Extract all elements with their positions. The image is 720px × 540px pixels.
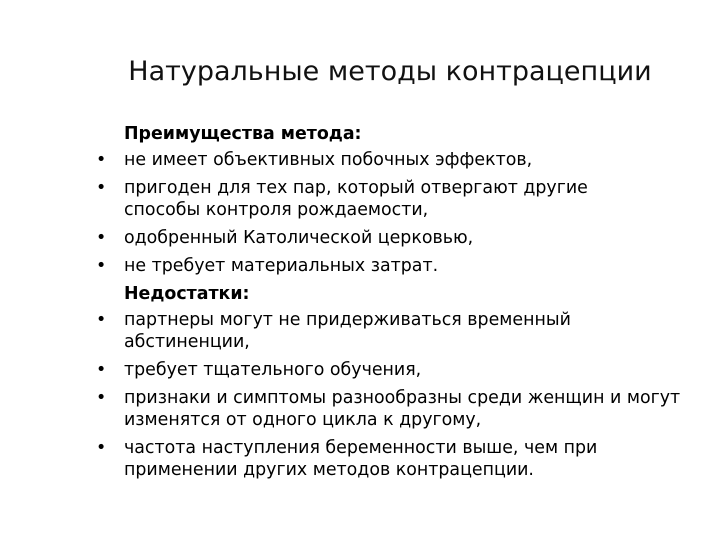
- list-item: [96, 227, 716, 249]
- bullet-icon: •: [96, 228, 107, 248]
- list-item-text: пригоден для тех пар, который отвергают другие способы контроля рождаемости,: [124, 178, 588, 220]
- bullet-icon: •: [96, 178, 107, 198]
- list-item-text: не имеет объективных побочных эффектов,: [124, 150, 533, 170]
- list-item: [96, 149, 716, 171]
- list-item: [96, 177, 716, 221]
- slide-body: [96, 123, 716, 487]
- list-item: [96, 387, 716, 431]
- disadvantages-heading: Недостатки:: [124, 284, 250, 304]
- list-item: [96, 309, 716, 353]
- bullet-icon: •: [96, 150, 107, 170]
- list-item-text: партнеры могут не придерживаться временный абстиненции,: [124, 310, 571, 352]
- list-item: [96, 255, 716, 277]
- bullet-icon: •: [96, 256, 107, 276]
- list-item: [96, 437, 716, 481]
- slide-title: Натуральные методы контрацепции: [128, 56, 652, 87]
- disadvantages-list: [96, 309, 716, 481]
- bullet-icon: •: [96, 388, 107, 408]
- advantages-list: [96, 149, 716, 277]
- list-item-text: частота наступления беременности выше, чем при применении других методов контрацепции.: [124, 438, 598, 480]
- bullet-icon: •: [96, 310, 107, 330]
- list-item-text: признаки и симптомы разнообразны среди женщин и могут изменятся от одного цикла к другому,: [124, 388, 681, 430]
- list-item-text: требует тщательного обучения,: [124, 360, 422, 380]
- list-item-text: не требует материальных затрат.: [124, 256, 439, 276]
- bullet-icon: •: [96, 438, 107, 458]
- list-item-text: одобренный Католической церковью,: [124, 228, 474, 248]
- bullet-icon: •: [96, 360, 107, 380]
- advantages-heading: Преимущества метода:: [124, 124, 362, 144]
- list-item: [96, 359, 716, 381]
